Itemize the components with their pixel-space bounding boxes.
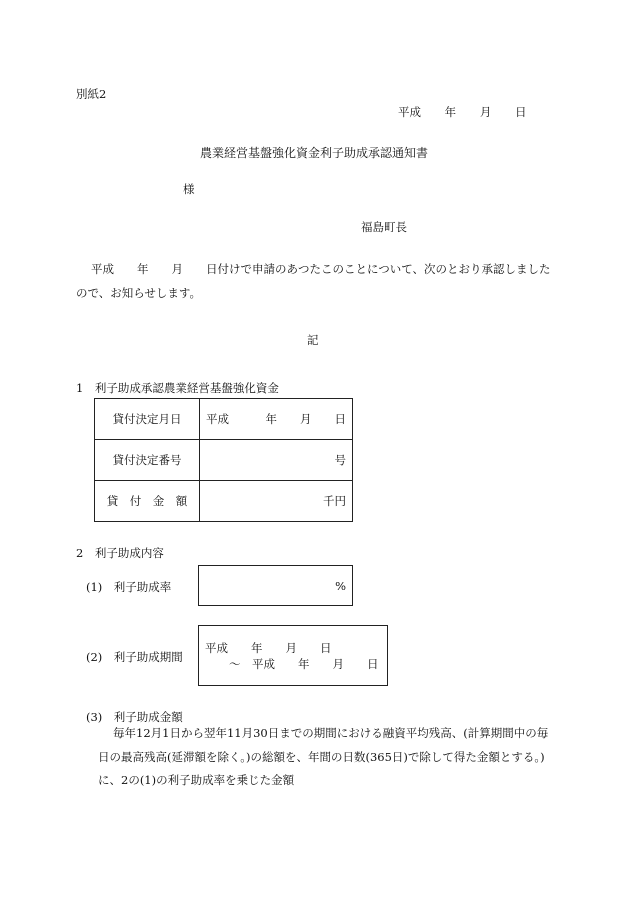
ki-heading: 記 bbox=[307, 333, 319, 347]
date-era: 平成 bbox=[398, 105, 421, 119]
issuer: 福島町長 bbox=[361, 220, 407, 234]
loan-amount-label: 貸 付 金 額 bbox=[95, 481, 200, 522]
document-title: 農業経営基盤強化資金利子助成承認通知書 bbox=[200, 146, 429, 160]
table-row bbox=[95, 399, 353, 440]
date-year: 年 bbox=[444, 105, 457, 119]
loan-date-value bbox=[200, 399, 353, 440]
loan-number-unit: 号 bbox=[334, 453, 346, 467]
loan-number-value bbox=[200, 440, 353, 481]
loan-date-label: 貸付決定月日 bbox=[95, 399, 200, 440]
addressee-suffix: 様 bbox=[183, 182, 195, 196]
rate-unit: % bbox=[335, 578, 346, 593]
period-end: ～ 平成 年 月 日 bbox=[229, 657, 379, 671]
loan-date-units: 年 月 日 bbox=[265, 412, 346, 426]
annex-label: 別紙2 bbox=[76, 87, 107, 101]
amount-text: 毎年12月1日から翌年11月30日までの期間における融資平均残高、(計算期間中の毎日の最高残高(延滞額を除く。)の総額を、年間の日数(365日)で除して得た金額とする。)に、2の(1)の利子助成率を乗じた金額 bbox=[98, 726, 549, 787]
loan-amount-value bbox=[200, 481, 353, 522]
rate-label: (1) 利子助成率 bbox=[86, 580, 172, 594]
amount-label: (3) 利子助成金額 bbox=[86, 710, 183, 724]
period-label: (2) 利子助成期間 bbox=[86, 650, 183, 664]
section2-heading: 2 利子助成内容 bbox=[76, 546, 164, 560]
loan-amount-unit: 千円 bbox=[323, 494, 346, 508]
period-box bbox=[198, 625, 388, 686]
date-line bbox=[398, 104, 526, 120]
table-row bbox=[95, 481, 353, 522]
table-row bbox=[95, 440, 353, 481]
date-month: 月 bbox=[479, 105, 492, 119]
loan-number-label: 貸付決定番号 bbox=[95, 440, 200, 481]
section1-heading: 1 利子助成承認農業経営基盤強化資金 bbox=[76, 381, 279, 395]
rate-box bbox=[198, 565, 353, 606]
body-text: 平成 年 月 日付けで申請のあつたこのことについて、次のとおり承認しましたので、お知らせします。 bbox=[76, 262, 551, 300]
period-start: 平成 年 月 日 bbox=[205, 641, 332, 655]
loan-date-era: 平成 bbox=[206, 412, 229, 426]
date-day: 日 bbox=[514, 105, 527, 119]
loan-table bbox=[94, 398, 353, 522]
